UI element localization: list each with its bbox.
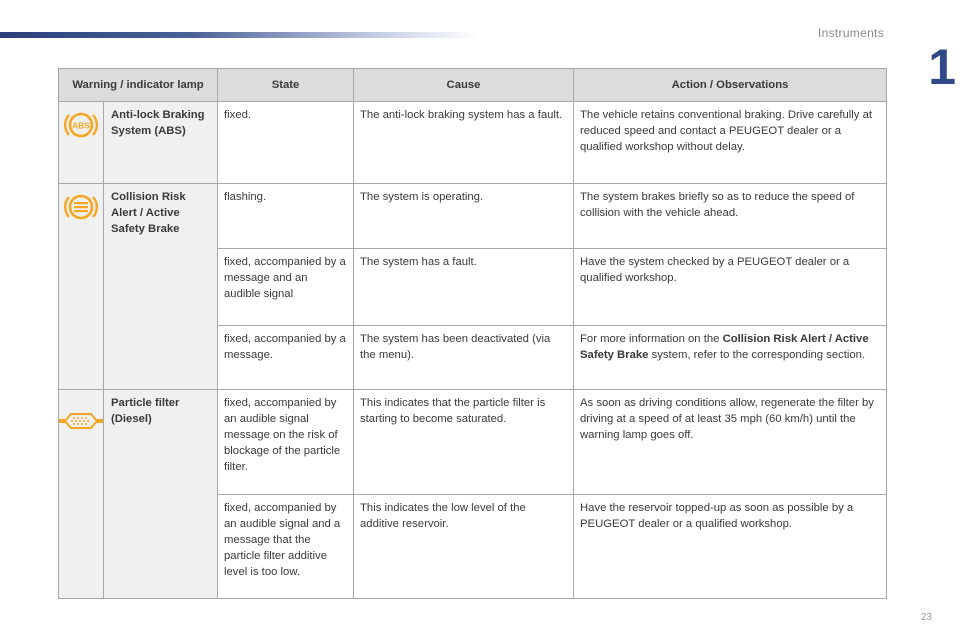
state-cell: fixed.	[218, 102, 354, 184]
table-row	[59, 102, 887, 184]
particle-filter-icon	[59, 408, 103, 434]
header-action: Action / Observations	[574, 69, 887, 102]
lamp-name-particle-filter: Particle filter (Diesel)	[104, 390, 218, 599]
cause-cell: The system is operating.	[354, 184, 574, 249]
header-accent-bar	[0, 32, 480, 38]
state-cell: fixed, accompanied by a message and an audible signal	[218, 249, 354, 326]
chapter-number: 1	[928, 39, 956, 95]
action-cell: Have the reservoir topped-up as soon as possible by a PEUGEOT dealer or a qualified workshop.	[574, 495, 887, 599]
action-text-bold: Collision Risk Alert / Active Safety Brake	[580, 333, 869, 361]
page-number: 23	[920, 612, 932, 623]
lamp-name-abs: Anti-lock Braking System (ABS)	[104, 102, 218, 184]
header-cause: Cause	[354, 69, 574, 102]
section-title: Instruments	[818, 26, 884, 40]
cause-cell: The anti-lock braking system has a fault.	[354, 102, 574, 184]
abs-warning-icon	[64, 110, 98, 140]
warning-lamp-table	[58, 68, 887, 599]
action-cell: As soon as driving conditions allow, regenerate the filter by driving at a speed of at least 35 mph (60 km/h) until the warning lamp goes off.	[574, 390, 887, 495]
cause-cell: The system has been deactivated (via the menu).	[354, 326, 574, 390]
table-row	[59, 390, 887, 495]
lamp-name-collision: Collision Risk Alert / Active Safety Brake	[104, 184, 218, 390]
action-text-pre: For more information on the	[580, 333, 720, 345]
svg-text:ABS: ABS	[72, 120, 90, 131]
cause-cell: The system has a fault.	[354, 249, 574, 326]
cause-cell: This indicates that the particle filter is starting to become saturated.	[354, 390, 574, 495]
collision-icon-cell	[59, 184, 104, 390]
particle-filter-icon-cell	[59, 390, 104, 599]
state-cell: fixed, accompanied by an audible signal message on the risk of blockage of the particle filter.	[218, 390, 354, 495]
header-warning-lamp: Warning / indicator lamp	[59, 69, 218, 102]
header-state: State	[218, 69, 354, 102]
table-row	[59, 184, 887, 249]
action-text-post: system, refer to the corresponding section.	[651, 349, 866, 361]
state-cell: fixed, accompanied by a message.	[218, 326, 354, 390]
action-cell	[574, 326, 887, 390]
abs-icon-cell	[59, 102, 104, 184]
cause-cell: This indicates the low level of the additive reservoir.	[354, 495, 574, 599]
state-cell: fixed, accompanied by an audible signal and a message that the particle filter additive level is too low.	[218, 495, 354, 599]
table-header-row	[59, 69, 887, 102]
action-cell: The vehicle retains conventional braking. Drive carefully at reduced speed and contact a PEUGEOT dealer or a qualified workshop without delay.	[574, 102, 887, 184]
action-cell: Have the system checked by a PEUGEOT dealer or a qualified workshop.	[574, 249, 887, 326]
collision-risk-icon	[64, 192, 98, 222]
state-cell: flashing.	[218, 184, 354, 249]
action-cell: The system brakes briefly so as to reduce the speed of collision with the vehicle ahead.	[574, 184, 887, 249]
